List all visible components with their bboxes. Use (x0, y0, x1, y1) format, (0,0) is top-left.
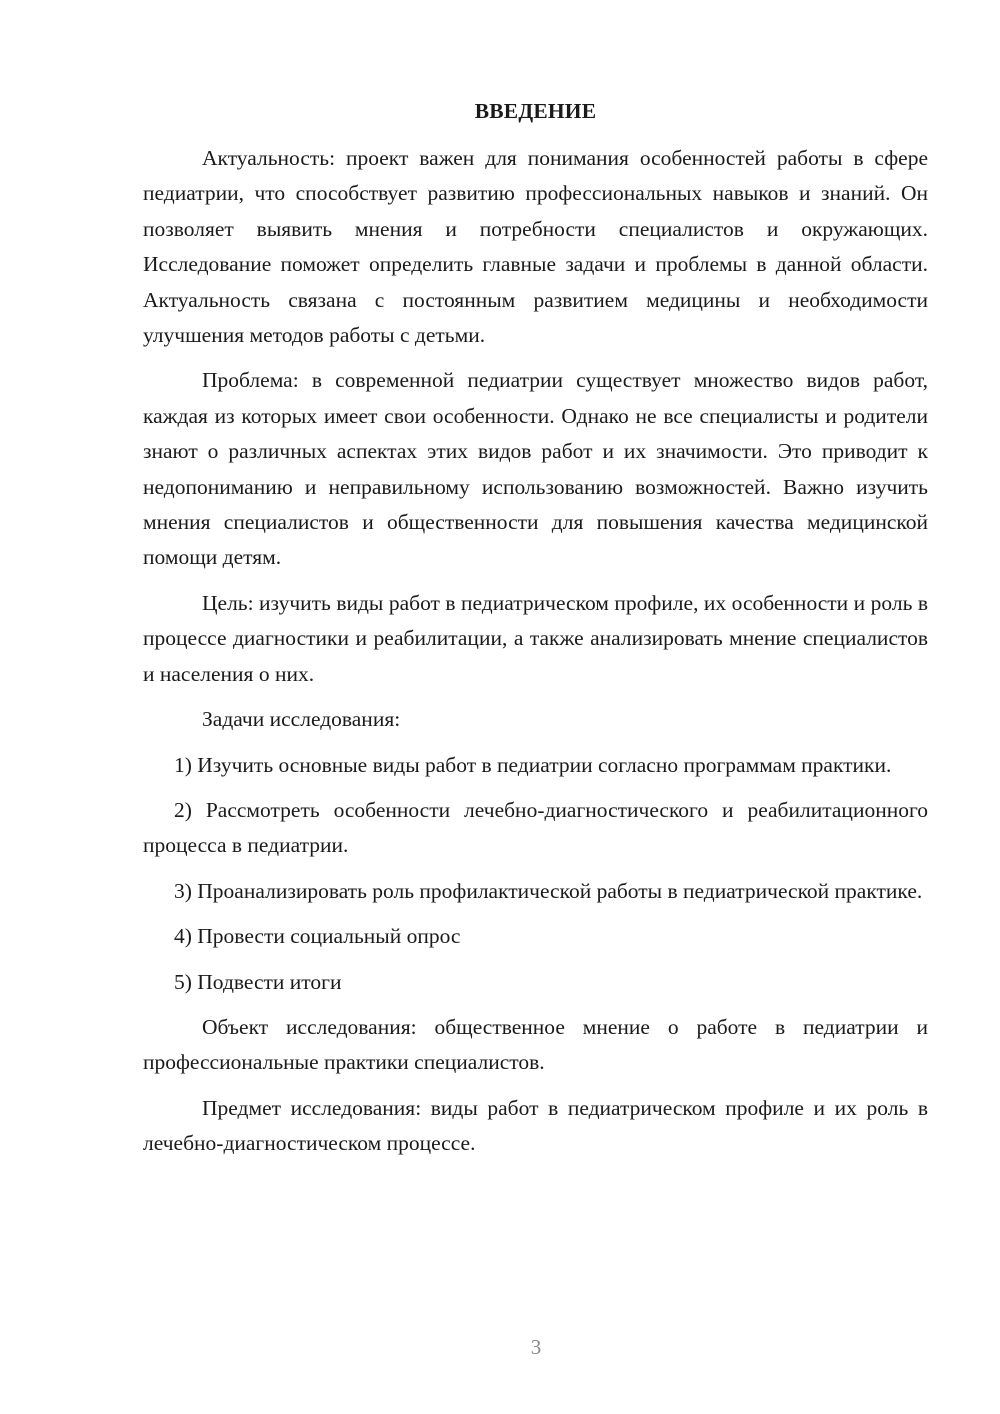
subject-paragraph: Предмет исследования: виды работ в педиатрическом профиле и их роль в лечебно-диагностическом процессе. (143, 1095, 928, 1156)
tasks-heading: Задачи исследования: (202, 707, 401, 732)
task-item-2: 2) Рассмотреть особенности лечебно-диагностического и реабилитационного процесса в педиатрии. (143, 797, 928, 858)
problem-paragraph: Проблема: в современной педиатрии существует множество видов работ, каждая из которых имеет свои особенности. Однако не все специалисты и родители знают о различных аспектах этих видов работ и их значимости. Это приводит к недопониманию и неправильному использованию возможностей. Важно изучить мнения специалистов и общественности для повышения качества медицинской помощи детям. (143, 368, 928, 570)
task-item-5: 5) Подвести итоги (174, 969, 342, 994)
task-item-1: 1) Изучить основные виды работ в педиатрии согласно программам практики. (174, 752, 892, 777)
section-title: ВВЕДЕНИЕ (474, 99, 597, 123)
page-number: 3 (530, 1335, 542, 1359)
goal-paragraph: Цель: изучить виды работ в педиатрическом профиле, их особенности и роль в процессе диагностики и реабилитации, а также анализировать мнение специалистов и населения о них. (143, 590, 928, 686)
task-item-3: 3) Проанализировать роль профилактической работы в педиатрической практике. (174, 878, 923, 903)
object-paragraph: Объект исследования: общественное мнение о работе в педиатрии и профессиональные практики специалистов. (143, 1014, 928, 1075)
task-item-4: 4) Провести социальный опрос (174, 924, 461, 949)
relevance-paragraph: Актуальность: проект важен для понимания особенностей работы в сфере педиатрии, что способствует развитию профессиональных навыков и знаний. Он позволяет выявить мнения и потребности специалистов и окружающих. Исследование поможет определить главные задачи и проблемы в данной области. Актуальность связана с постоянным развитием медицины и необходимости улучшения методов работы с детьми. (143, 146, 928, 348)
page-content (143, 94, 928, 1172)
